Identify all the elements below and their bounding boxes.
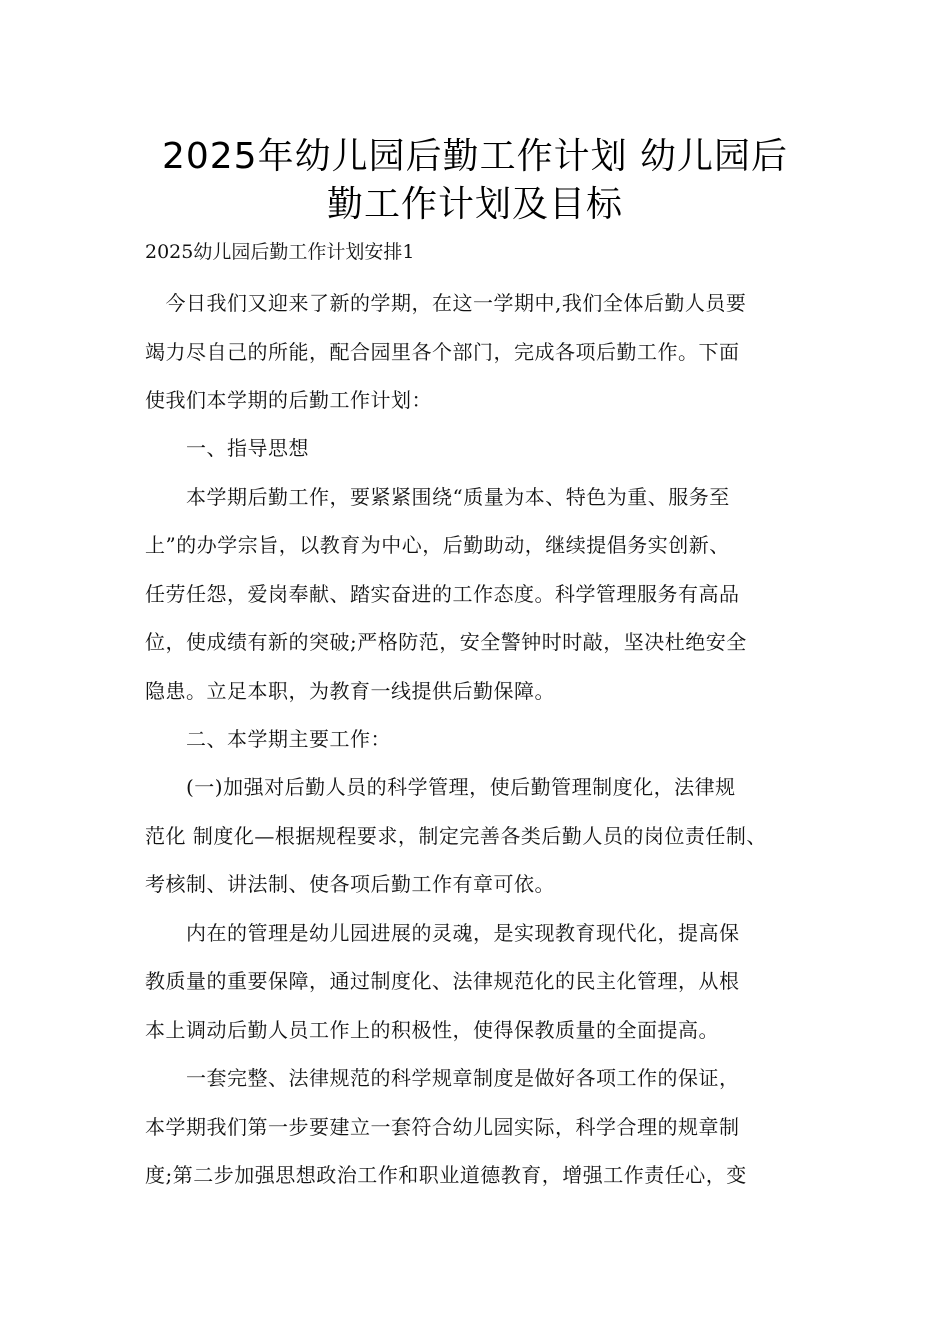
- body-line: 范化 制度化—根据规程要求，制定完善各类后勤人员的岗位责任制、: [145, 824, 767, 848]
- section-heading: 二、本学期主要工作：: [145, 727, 391, 751]
- body-line: (一)加强对后勤人员的科学管理，使后勤管理制度化，法律规: [145, 775, 736, 799]
- body-line: 使我们本学期的后勤工作计划：: [145, 388, 432, 412]
- body-line: 度;第二步加强思想政治工作和职业道德教育，增强工作责任心，变: [145, 1163, 747, 1187]
- body-line: 本上调动后勤人员工作上的积极性，使得保教质量的全面提高。: [145, 1018, 719, 1042]
- section-subtitle: 2025幼儿园后勤工作计划安排1: [145, 241, 415, 263]
- body-line: 位，使成绩有新的突破;严格防范，安全警钟时时敲，坚决杜绝安全: [145, 630, 747, 654]
- body-line: 本学期我们第一步要建立一套符合幼儿园实际，科学合理的规章制: [145, 1115, 740, 1139]
- section-heading: 一、指导思想: [145, 436, 309, 460]
- body-line: 考核制、讲法制、使各项后勤工作有章可依。: [145, 872, 555, 896]
- body-line: 隐患。立足本职，为教育一线提供后勤保障。: [145, 679, 555, 703]
- body-line: 一套完整、法律规范的科学规章制度是做好各项工作的保证，: [145, 1066, 740, 1090]
- body-line: 今日我们又迎来了新的学期，在这一学期中,我们全体后勤人员要: [145, 291, 747, 315]
- body-line: 竭力尽自己的所能，配合园里各个部门，完成各项后勤工作。下面: [145, 340, 740, 364]
- body-line: 本学期后勤工作，要紧紧围绕“质量为本、特色为重、服务至: [145, 485, 730, 509]
- body-line: 内在的管理是幼儿园进展的灵魂，是实现教育现代化，提高保: [145, 921, 740, 945]
- body-line: 上”的办学宗旨，以教育为中心，后勤助动，继续提倡务实创新、: [145, 533, 730, 557]
- document-title-line-2: 勤工作计划及目标: [326, 184, 623, 225]
- body-line: 教质量的重要保障，通过制度化、法律规范化的民主化管理，从根: [145, 969, 740, 993]
- document-title-line-1: 2025年幼儿园后勤工作计划 幼儿园后: [161, 136, 789, 177]
- body-line: 任劳任怨，爱岗奉献、踏实奋进的工作态度。科学管理服务有高品: [145, 582, 740, 606]
